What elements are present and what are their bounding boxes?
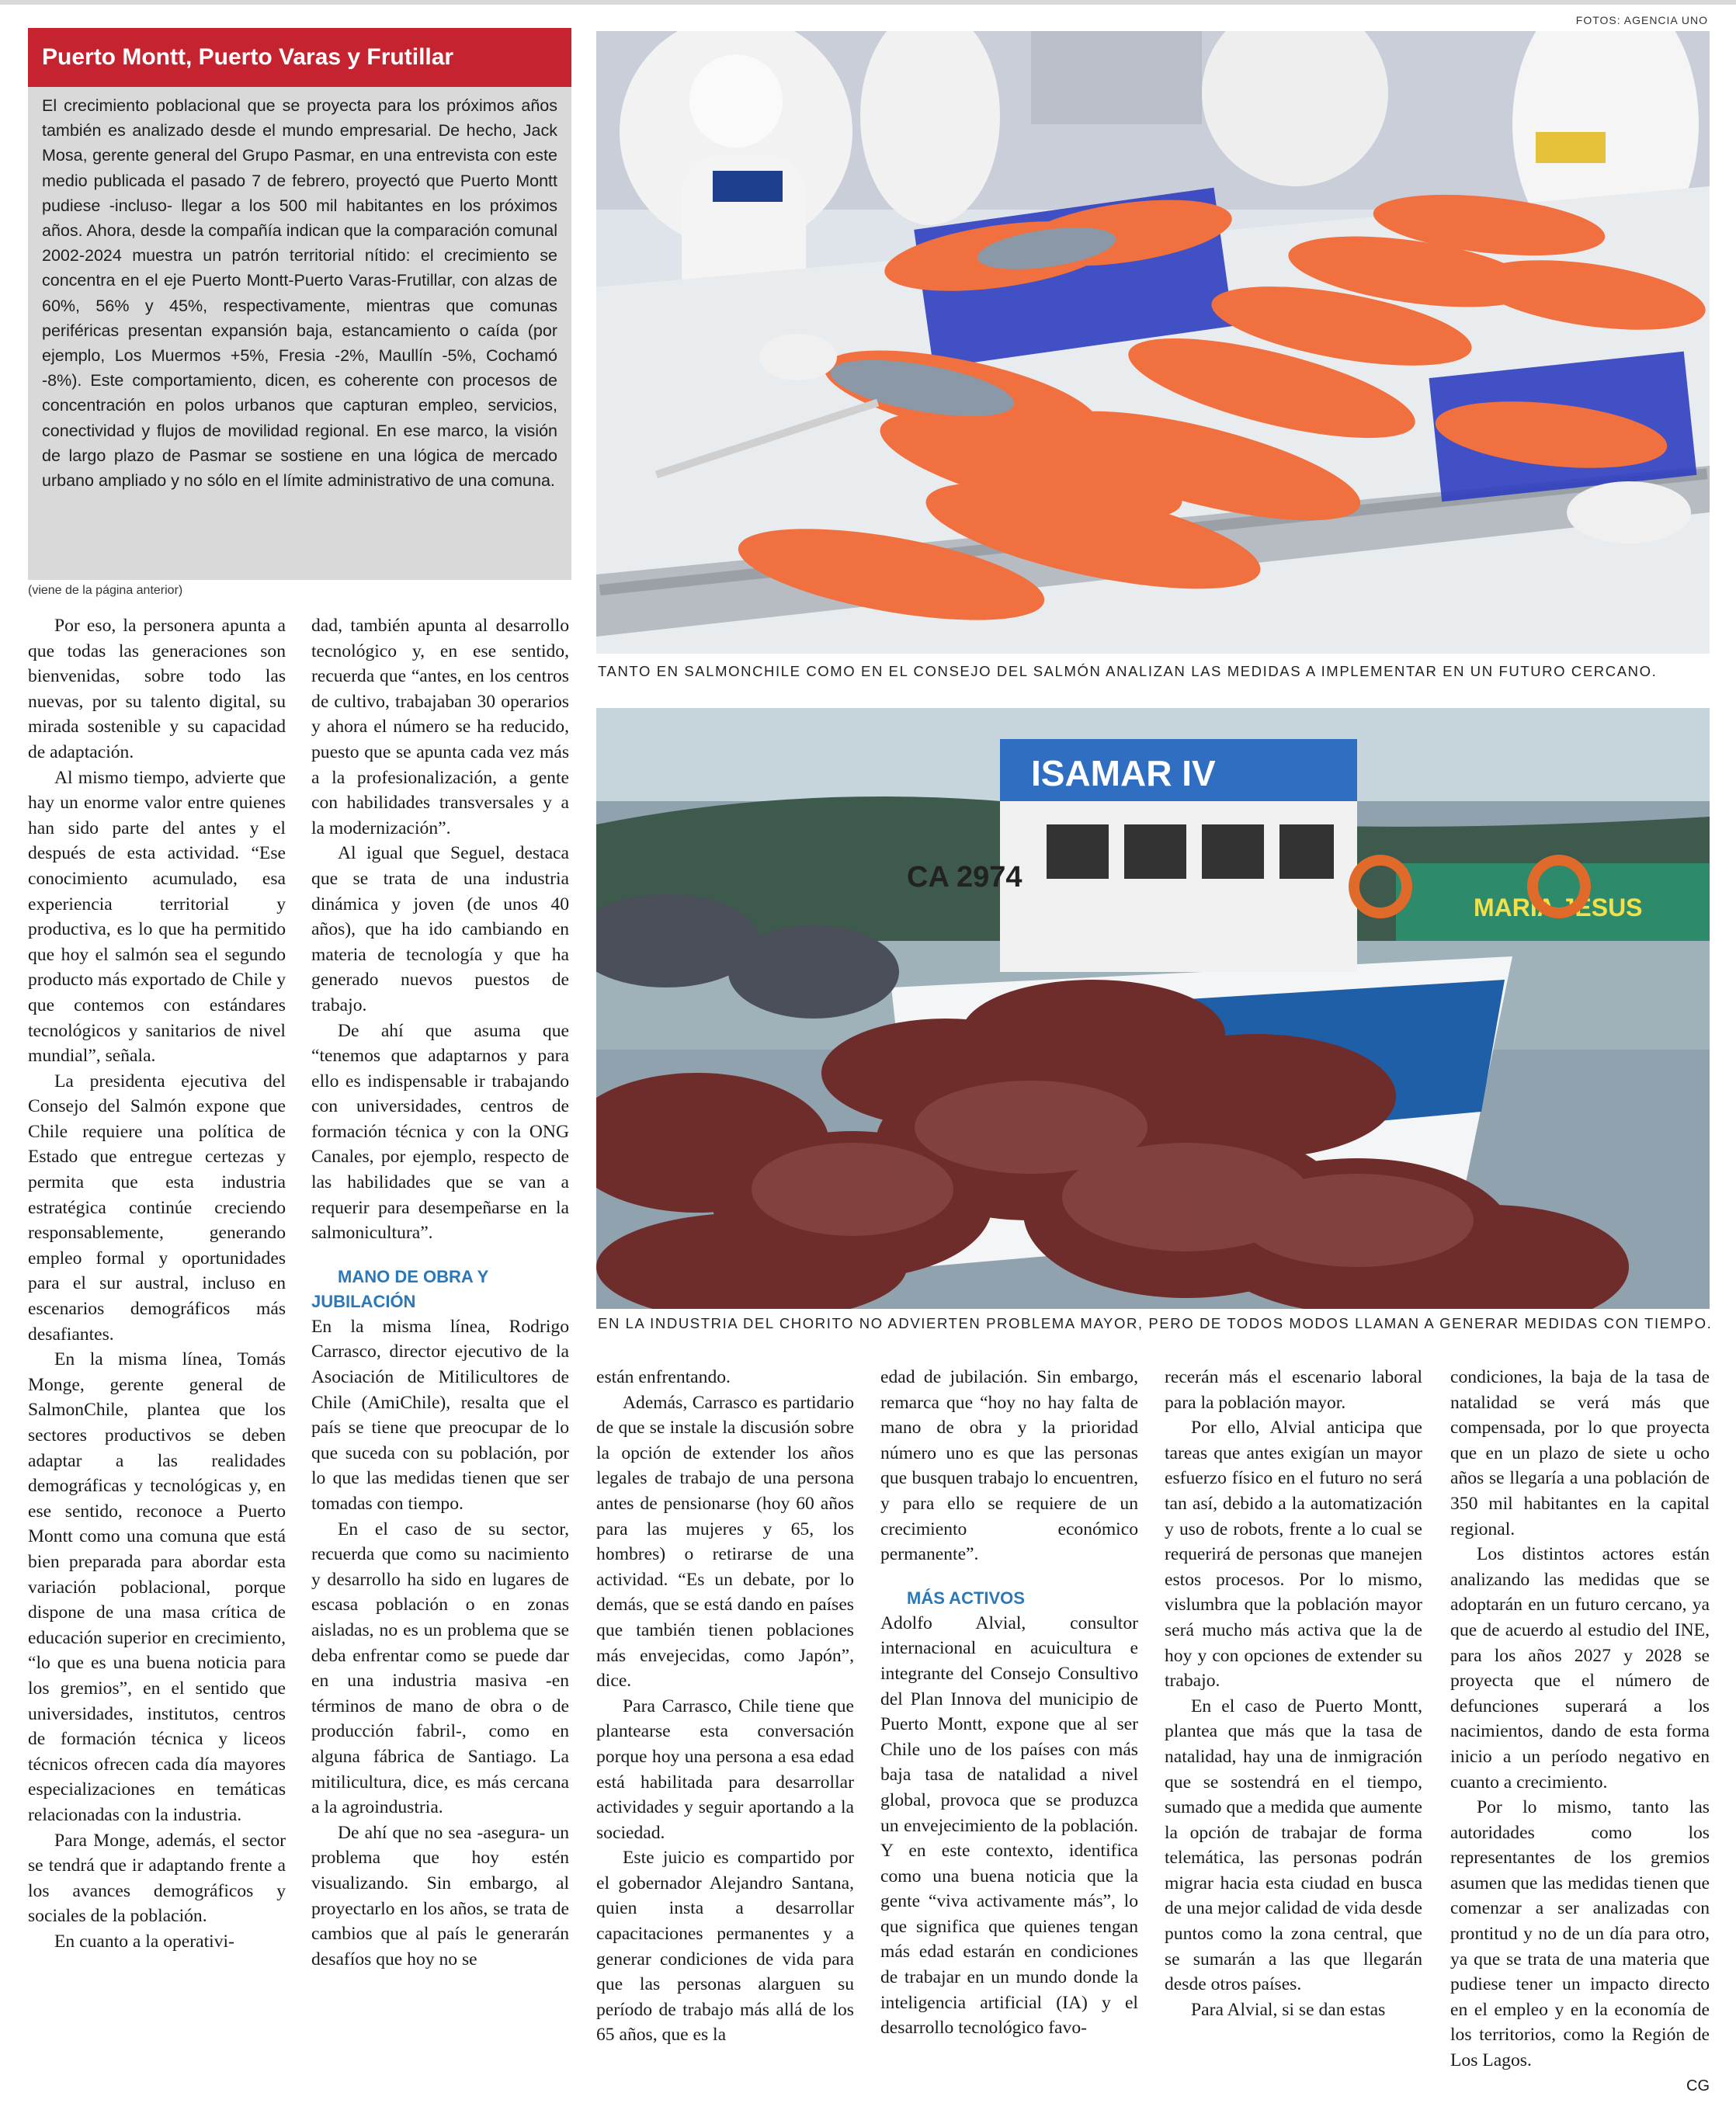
article-column-4 [880,1365,1138,2041]
paragraph: Por eso, la personera apunta a que todas las generaciones son bienvenidas, sobre todo las nuevas, por su talento digital, su mirada sostenible y su capacidad de adaptación. [28,616,286,762]
paragraph: Además, Carrasco es partidario de que se instale la discusión sobre la opción de extender los años legales de trabajo de una persona antes de pensionarse (hoy 60 años para las mujeres y 65, los hombres) o retirarse de una actividad. “Es un debate, por lo demás, que se está dando en países que también tienen poblaciones más envejecidas, como Japón”, dice. [596,1392,854,1692]
paragraph: De ahí que asuma que “tenemos que adaptarnos y para ello es indispensable ir trabajando con universidades, centros de formación técnica y con la ONG Canales, por ejemplo, respecto de las habilidades que se van a requerir para desempeñarse en la salmonicultura”. [311,1020,569,1244]
salmon-processing-photo [596,31,1710,654]
mussel-boat-photo [596,708,1710,1309]
boat2-name-text: MARIA JESUS [1474,894,1643,921]
sidebar-body: El crecimiento poblacional que se proyecta para los próximos años también es analizado desde el mundo empresarial. De hecho, Jack Mosa, gerente general del Grupo Pasmar, en una entrevista con este medio publicada el pasado 7 de febrero, proyectó que Puerto Montt pudiese -incluso- llegar a los 500 mil habitantes en los próximos años. Ahora, desde la compañía indican que la comparación comunal 2002-2024 muestra un patrón territorial nítido: el crecimiento se concentra en el eje Puerto Montt-Puerto Varas-Frutillar, con alzas de 60%, 56% y 45%, respectivamente, mientras que comunas periféricas presentan expansión baja, estancamiento o caída (por ejemplo, Los Muermos +5%, Fresia -2%, Maullín -5%, Cochamó -8%). Este comportamiento, dicen, es coherente con procesos de concentración en polos urbanos que capturan empleo, servicios, conectividad y flujos de movilidad regional. En ese marco, la visión de largo plazo de Pasmar se sostiene en una lógica de mercado urbano ampliado y no sólo en el límite administrativo de una comuna. [42,96,557,491]
article-column-5 [1165,1365,1422,2022]
paragraph: Para Carrasco, Chile tiene que plantearse esta conversación porque hoy una persona a esa edad está habilitada para desarrollar actividades y seguir aportando a la sociedad. [596,1695,854,1843]
continued-note: (viene de la página anterior) [28,584,183,597]
article-column-6 [1450,1365,1710,2098]
paragraph: Al mismo tiempo, advierte que hay un enorme valor entre quienes han sido parte del antes y el después de esta actividad. “Ese conocimiento acumulado, esa experiencia territorial y productiva, es lo que ha permitido que hoy el salmón sea el segundo producto más exportado de Chile y que contemos con estándares tecnológicos y sanitarios de nivel mundial”, señala. [28,767,286,1067]
paragraph: edad de jubilación. Sin embargo, remarca que “hoy no hay falta de mano de obra y la prioridad número uno es que las personas que busquen trabajo lo encuentren, y para ello se requiere de un crecimiento económico permanente”. [880,1367,1138,1565]
article-column-1 [28,613,286,1954]
top-rule [0,0,1736,5]
paragraph: Por lo mismo, tanto las autoridades como los representantes de los gremios asumen que las medidas tienen que comenzar a ser analizadas con prontitud y no de un día para otro, ya que se trata de una materia que pudiese tener un impacto directo en el empleo y en la economía de los territorios, como la Región de Los Lagos. [1450,1797,1710,2071]
paragraph: condiciones, la baja de la tasa de natalidad se verá más que compensada, por lo que proyecta que en un plazo de siete u ocho años se llegaría a una población de 350 mil habitantes en la capital regional. [1450,1367,1710,1539]
paragraph: están enfrentando. [596,1367,731,1387]
paragraph: En el caso de su sector, recuerda que como su nacimiento y desarrollo ha sido en lugares de escasa población o en zonas aisladas, no es un problema que se deba enfrentar como se puede dar en una industria masiva -en términos de mano de obra o de producción fabril-, como en alguna fábrica de Santiago. La mitilicultura, dice, es más cercana a la agroindustria. [311,1518,569,1818]
article-column-3 [596,1365,854,2048]
paragraph: En cuanto a la operativi- [54,1931,234,1952]
paragraph: Por ello, Alvial anticipa que tareas que antes exigían un mayor esfuerzo físico en el futuro no será tan así, debido a la automatización y uso de robots, frente a lo cual se requerirá de personas que manejen estos procesos. Por lo mismo, vislumbra que la población mayor será mucho más activa que la de hoy y con opciones de extender su trabajo. [1165,1418,1422,1692]
paragraph: En la misma línea, Rodrigo Carrasco, director ejecutivo de la Asociación de Mitilicultores de Chile (AmiChile), resalta que el país se tiene que preocupar de lo que suceda con su población, por lo que las medidas tienen que ser tomadas con tiempo. [311,1316,569,1514]
subheading: MÁS ACTIVOS [907,1588,1025,1608]
paragraph: La presidenta ejecutiva del Consejo del Salmón expone que Chile requiere una política de Estado que entregue certezas y permita que esta industria estratégica continúe creciendo responsablemente, generando empleo formal y oportunidades para el sur austral, incluso en escenarios demográficos más desafiantes. [28,1071,286,1345]
paragraph: Los distintos actores están analizando las medidas que se adoptarán en un futuro cercano, ya que de acuerdo al estudio del INE, para los años 2027 y 2028 se proyecta que el número de defunciones superará a los nacimientos, dando de esta forma inicio a un período negativo en cuanto a crecimiento. [1450,1544,1710,1793]
photo-credit: FOTOS: AGENCIA UNO [1575,14,1708,26]
paragraph: dad, también apunta al desarrollo tecnológico y, en ese sentido, recuerda que “antes, en los centros de cultivo, trabajaban 30 operarios y ahora el número se ha reducido, puesto que se apunta cada vez más a la profesionalización, a gente con habilidades transversales y a la modernización”. [311,616,569,838]
subheading: MANO DE OBRA Y JUBILACIÓN [311,1266,488,1311]
paragraph: Para Alvial, si se dan estas [1191,1999,1386,2020]
paragraph: En la misma línea, Tomás Monge, gerente general de SalmonChile, plantea que los sectores productivos se deben adaptar a las realidades demográficas y tecnológicas y, en ese sentido, reconoce a Puerto Montt como una comuna que está bien preparada para abordar esta variación poblacional, porque dispone de una masa crítica de educación superior en crecimiento, “lo que es una buena noticia para los gremios”, en el sentido que universidades, institutos, centros de formación técnica y liceos técnicos ofrecen cada día mayores especializaciones en temáticas relacionadas con la industria. [28,1349,286,1825]
top-photo-caption: TANTO EN SALMONCHILE COMO EN EL CONSEJO DEL SALMÓN ANALIZAN LAS MEDIDAS A IMPLEMENTAR EN UN FUTURO CERCANO. [598,663,1658,679]
article-column-2 [311,613,569,1972]
paragraph: recerán más el escenario laboral para la población mayor. [1165,1367,1422,1413]
boat-name-text: ISAMAR IV [1031,753,1216,793]
paragraph: Adolfo Alvial, consultor internacional en acuicultura e integrante del Consejo Consultivo del Plan Innova del municipio de Puerto Montt, expone que al ser Chile uno de los países con más baja tasa de natalidad a nivel global, provoca que se produzca un envejecimiento de la población. Y en este contexto, identifica como una buena noticia que la gente “viva activamente más”, lo que significa que quienes tengan más edad estarán en condiciones de trabajar en un mundo donde la inteligencia artificial (IA) y el desarrollo tecnológico favo- [880,1612,1138,2039]
boat-code-text: CA 2974 [907,861,1023,894]
paragraph: Este juicio es compartido por el gobernador Alejandro Santana, quien insta a desarrollar capacitaciones permanentes y a generar condiciones de vida para que las personas alarguen su período de trabajo más allá de los 65 años, que es la [596,1848,854,2046]
paragraph: Al igual que Seguel, destaca que se trata de una industria dinámica y joven (de unos 40 años), que ha ido cambiando en materia de tecnología y que ha generado nuevos puestos de trabajo. [311,843,569,1015]
paragraph: De ahí que no sea -asegura- un problema que hoy estén visualizando. Sin embargo, al proyectarlo en los años, se trata de cambios que al país le generarán desafíos que hoy no se [311,1822,569,1970]
sidebar-box [28,28,571,580]
bottom-photo-caption: EN LA INDUSTRIA DEL CHORITO NO ADVIERTEN PROBLEMA MAYOR, PERO DE TODOS MODOS LLAMAN A GENERAR MEDIDAS CON TIEMPO. [598,1315,1713,1331]
paragraph: Para Monge, además, el sector se tendrá que ir adaptando frente a los avances demográficos y sociales de la población. [28,1830,286,1927]
sidebar-title: Puerto Montt, Puerto Varas y Frutillar [28,28,571,87]
paragraph: En el caso de Puerto Montt, plantea que más que la tasa de natalidad, hay una de inmigración que se sostendrá en el tiempo, sumado que a medida que aumente la opción de trabajar de forma telemática, las personas podrán migrar hacia esta ciudad en busca de una mejor calidad de vida desde puntos como la zona central, que se sumarán a las que llegarán desde otros países. [1165,1695,1422,1995]
end-mark: CG [1686,2077,1710,2094]
